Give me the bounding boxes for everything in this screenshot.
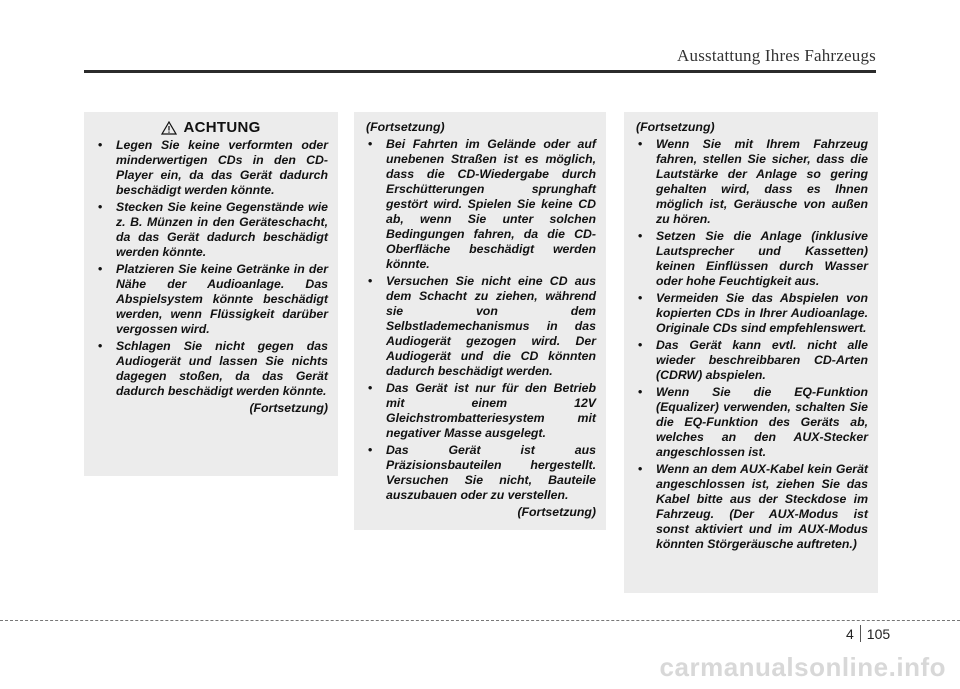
list-item: • Das Gerät ist aus Präzisionsbauteilen hergestellt. Versuchen Sie nicht, Bauteile auszubauen oder zu verstellen. <box>364 443 596 503</box>
continued-note: (Fortsetzung) <box>517 505 596 519</box>
watermark: carmanualsonline.info <box>659 652 946 682</box>
caution-list-2 <box>364 137 596 503</box>
list-item: • Das Gerät ist nur für den Betrieb mit einem 12V Gleichstrombatteriesystem mit negativer Masse ausgelegt. <box>364 381 596 441</box>
caution-list-1 <box>94 138 328 399</box>
caution-panel-1 <box>84 112 338 476</box>
chapter-number: 4 <box>846 625 854 642</box>
caution-heading <box>94 120 328 135</box>
list-item: • Schlagen Sie nicht gegen das Audiogerät und lassen Sie nichts dagegen stoßen, da das Gerät dadurch beschädigt werden könnte. <box>94 339 328 399</box>
list-item: • Stecken Sie keine Gegenstände wie z. B. Münzen in den Geräteschacht, da das Gerät dadurch beschädigt werden könnte. <box>94 200 328 260</box>
page-number <box>846 625 890 642</box>
header-rule <box>84 70 876 73</box>
page-header-title: Ausstattung Ihres Fahrzeugs <box>677 46 876 65</box>
footer-rule <box>0 620 960 621</box>
continued-heading: (Fortsetzung) <box>636 120 715 134</box>
caution-panel-2 <box>354 112 606 530</box>
list-item: • Bei Fahrten im Gelände oder auf unebenen Straßen ist es möglich, dass die CD-Wiedergabe durch Erschütterungen sprunghaft gestört wird. Spielen Sie keine CD ab, wenn Sie unter solchen Bedingungen fahren, da die CD-Oberfläche beschädigt werden könnte. <box>364 137 596 272</box>
continued-heading: (Fortsetzung) <box>366 120 445 134</box>
list-item: • Platzieren Sie keine Getränke in der Nähe der Audioanlage. Das Abspielsystem könnte beschädigt werden, wenn Flüssigkeit darüber vergossen wird. <box>94 262 328 337</box>
list-item: • Setzen Sie die Anlage (inklusive Lautsprecher und Kassetten) keinen Einflüssen durch Wasser oder hohe Feuchtigkeit aus. <box>634 229 868 289</box>
list-item: • Versuchen Sie nicht eine CD aus dem Schacht zu ziehen, während sie von dem Selbstlademechanismus in das Audiogerät gezogen wird. Der Audiogerät und die CD könnten dadurch beschädigt werden. <box>364 274 596 379</box>
caution-title: ACHTUNG <box>183 119 261 136</box>
continued-note: (Fortsetzung) <box>249 401 328 415</box>
list-item: • Legen Sie keine verformten oder minderwertigen CDs in den CD-Player ein, da das Gerät dadurch beschädigt werden könnte. <box>94 138 328 198</box>
list-item: • Vermeiden Sie das Abspielen von kopierten CDs in Ihrer Audioanlage. Originale CDs sind empfehlenswert. <box>634 291 868 336</box>
caution-list-3 <box>634 137 868 552</box>
list-item: • Das Gerät kann evtl. nicht alle wieder beschreibbaren CD-Arten (CDRW) abspielen. <box>634 338 868 383</box>
page-number-value: 105 <box>866 625 891 642</box>
list-item: • Wenn Sie die EQ-Funktion (Equalizer) verwenden, schalten Sie die EQ-Funktion des Geräts ab, welches an den AUX-Stecker angeschlossen ist. <box>634 385 868 460</box>
page-number-divider <box>860 625 861 642</box>
caution-panel-3 <box>624 112 878 593</box>
list-item: • Wenn an dem AUX-Kabel kein Gerät angeschlossen ist, ziehen Sie das Kabel bitte aus der Steckdose im Fahrzeug. (Der AUX-Modus ist sonst aktiviert und im AUX-Modus könnten Störgeräusche auftreten.) <box>634 462 868 552</box>
warning-triangle-icon <box>161 121 177 135</box>
list-item: • Wenn Sie mit Ihrem Fahrzeug fahren, stellen Sie sicher, dass die Lautstärke der Anlage so gering gehalten wird, dass es Ihnen möglich ist, Geräusche von außen zu hören. <box>634 137 868 227</box>
